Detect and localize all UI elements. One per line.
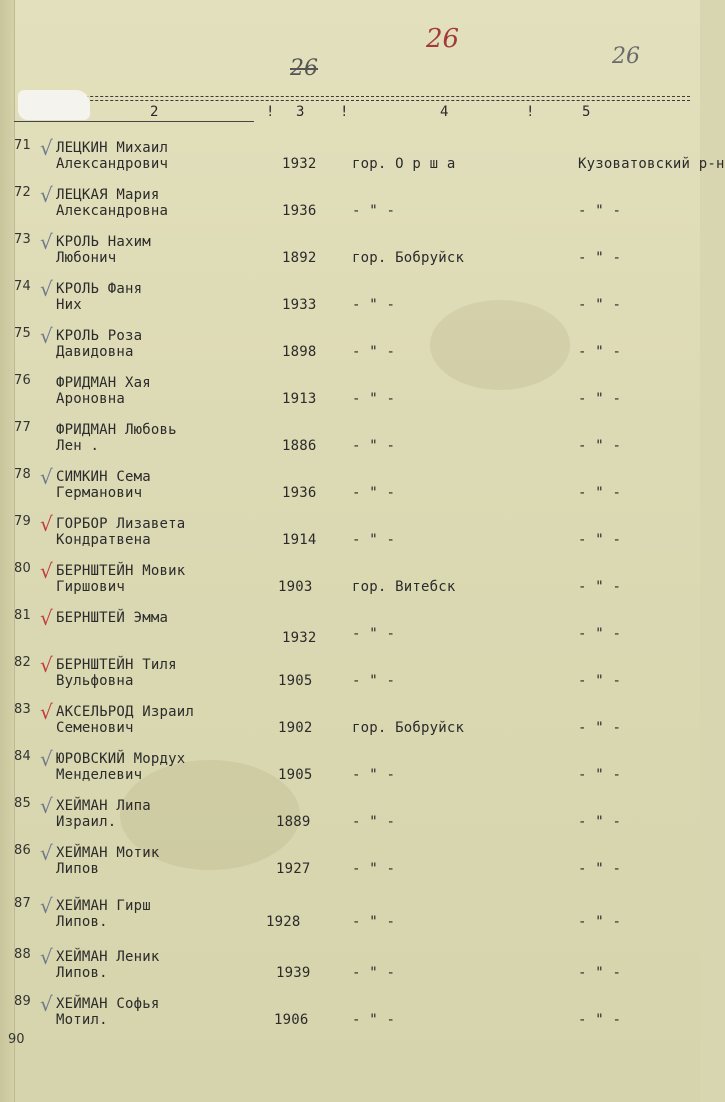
row-number: 86 (14, 843, 31, 858)
district: - " - (578, 673, 622, 689)
register-entry (0, 994, 700, 1040)
district: - " - (578, 720, 622, 736)
birthplace: гор. Бобруйск (352, 720, 465, 736)
district: - " - (578, 203, 622, 219)
birth-year: 1903 (278, 579, 313, 595)
birth-year: 1932 (282, 630, 317, 646)
crossed-page-number: 26 (290, 56, 318, 81)
district: - " - (578, 626, 622, 642)
district: - " - (578, 485, 622, 501)
row-number: 80 (14, 561, 31, 576)
register-entry (0, 896, 700, 942)
row-number: 89 (14, 994, 31, 1009)
surname-firstname: ХЕЙМАН Мотик (56, 845, 160, 861)
surname-firstname: КРОЛЬ Нахим (56, 234, 151, 250)
surname-firstname: ХЕЙМАН Софья (56, 996, 160, 1012)
check-mark-icon: √ (40, 992, 53, 1016)
row-number: 78 (14, 467, 31, 482)
check-mark-icon: √ (40, 841, 53, 865)
row-number: 72 (14, 185, 31, 200)
district: - " - (578, 344, 622, 360)
surname-firstname: КРОЛЬ Роза (56, 328, 143, 344)
district: - " - (578, 914, 622, 930)
patronymic: Израил. (56, 814, 117, 830)
district: - " - (578, 532, 622, 548)
district: Кузоватовский р-н (578, 156, 725, 172)
check-mark-icon: √ (40, 465, 53, 489)
birthplace: - " - (352, 203, 396, 219)
check-mark-icon: √ (40, 653, 53, 677)
surname-firstname: АКСЕЛЬРОД Израил (56, 704, 195, 720)
header-rule (30, 100, 690, 101)
header-underline (14, 121, 254, 122)
birth-year: 1932 (282, 156, 317, 172)
surname-firstname: ХЕЙМАН Липа (56, 798, 151, 814)
birth-year: 1892 (282, 250, 317, 266)
birth-year: 1927 (276, 861, 311, 877)
patronymic: Липов. (56, 965, 108, 981)
column-header: 3 (296, 104, 305, 120)
row-number: 81 (14, 608, 31, 623)
register-entry (0, 843, 700, 889)
birth-year: 1905 (278, 767, 313, 783)
birthplace: - " - (352, 914, 396, 930)
register-entry (0, 749, 700, 795)
birthplace: - " - (352, 344, 396, 360)
row-number: 75 (14, 326, 31, 341)
register-entry (0, 326, 700, 372)
surname-firstname: БЕРНШТЕЙ Эмма (56, 610, 169, 626)
surname-firstname: БЕРНШТЕЙН Тиля (56, 657, 177, 673)
check-mark-icon: √ (40, 230, 53, 254)
register-entry (0, 655, 700, 701)
district: - " - (578, 965, 622, 981)
birthplace: - " - (352, 438, 396, 454)
birthplace: - " - (352, 767, 396, 783)
check-mark-icon: √ (40, 894, 53, 918)
check-mark-icon: √ (40, 945, 53, 969)
check-mark-icon: √ (40, 324, 53, 348)
patronymic: Липов. (56, 914, 108, 930)
patronymic: Давидовна (56, 344, 134, 360)
register-entry (0, 373, 700, 419)
surname-firstname: ФРИДМАН Любовь (56, 422, 177, 438)
patronymic: Вульфовна (56, 673, 134, 689)
birthplace: - " - (352, 861, 396, 877)
birth-year: 1913 (282, 391, 317, 407)
patronymic: Семенович (56, 720, 134, 736)
patronymic: Александрович (56, 156, 169, 172)
register-entry (0, 947, 700, 993)
row-number: 90 (8, 1032, 25, 1047)
birthplace: - " - (352, 673, 396, 689)
district: - " - (578, 391, 622, 407)
district: - " - (578, 767, 622, 783)
surname-firstname: ЛЕЦКАЯ Мария (56, 187, 160, 203)
register-entry (0, 420, 700, 466)
birthplace: - " - (352, 1012, 396, 1028)
row-number: 71 (14, 138, 31, 153)
row-number: 79 (14, 514, 31, 529)
district: - " - (578, 814, 622, 830)
column-header: 5 (582, 104, 591, 120)
district: - " - (578, 297, 622, 313)
check-mark-icon: √ (40, 747, 53, 771)
patronymic: Ароновна (56, 391, 126, 407)
birth-year: 1936 (282, 485, 317, 501)
surname-firstname: БЕРНШТЕЙН Мовик (56, 563, 186, 579)
register-entry (0, 232, 700, 278)
check-mark-icon: √ (40, 512, 53, 536)
surname-firstname: КРОЛЬ Фаня (56, 281, 143, 297)
birthplace: - " - (352, 965, 396, 981)
birth-year: 1905 (278, 673, 313, 689)
row-number: 83 (14, 702, 31, 717)
birth-year: 1886 (282, 438, 317, 454)
row-number: 85 (14, 796, 31, 811)
birthplace: - " - (352, 391, 396, 407)
birthplace: - " - (352, 485, 396, 501)
surname-firstname: ХЕЙМАН Гирш (56, 898, 151, 914)
register-entry (0, 185, 700, 231)
birthplace: - " - (352, 626, 396, 642)
row-number: 77 (14, 420, 31, 435)
register-entry (0, 796, 700, 842)
row-number: 73 (14, 232, 31, 247)
birth-year: 1939 (276, 965, 311, 981)
check-mark-icon: √ (40, 136, 53, 160)
birth-year: 1928 (266, 914, 301, 930)
surname-firstname: ФРИДМАН Хая (56, 375, 151, 391)
column-header: 2 (150, 104, 159, 120)
row-number: 87 (14, 896, 31, 911)
header-rule (30, 96, 690, 97)
row-number: 84 (14, 749, 31, 764)
check-mark-icon: √ (40, 794, 53, 818)
surname-firstname: ЛЕЦКИН Михаил (56, 140, 169, 156)
birth-year: 1898 (282, 344, 317, 360)
check-mark-icon: √ (40, 183, 53, 207)
surname-firstname: ГОРБОР Лизавета (56, 516, 186, 532)
red-page-number: 26 (426, 24, 460, 54)
birthplace: - " - (352, 814, 396, 830)
birthplace: гор. О р ш а (352, 156, 456, 172)
patronymic: Липов (56, 861, 100, 877)
patronymic: Лен . (56, 438, 100, 454)
birth-year: 1902 (278, 720, 313, 736)
patronymic: Александровна (56, 203, 169, 219)
column-separator: ! (526, 104, 535, 120)
row-number: 82 (14, 655, 31, 670)
surname-firstname: ЮРОВСКИЙ Мордух (56, 751, 186, 767)
row-number: 88 (14, 947, 31, 962)
birthplace: гор. Бобруйск (352, 250, 465, 266)
column-separator: ! (340, 104, 349, 120)
birth-year: 1933 (282, 297, 317, 313)
birthplace: гор. Витебск (352, 579, 456, 595)
page-number: 26 (612, 44, 640, 69)
register-entry (0, 279, 700, 325)
check-mark-icon: √ (40, 700, 53, 724)
patronymic: Гиршович (56, 579, 126, 595)
district: - " - (578, 861, 622, 877)
district: - " - (578, 250, 622, 266)
patronymic: Любонич (56, 250, 117, 266)
register-entry (0, 702, 700, 748)
column-separator: ! (266, 104, 275, 120)
birth-year: 1914 (282, 532, 317, 548)
surname-firstname: ХЕЙМАН Леник (56, 949, 160, 965)
patronymic: Менделевич (56, 767, 143, 783)
patronymic: Кондратвена (56, 532, 151, 548)
district: - " - (578, 1012, 622, 1028)
row-number: 74 (14, 279, 31, 294)
surname-firstname: СИМКИН Сема (56, 469, 151, 485)
birth-year: 1906 (274, 1012, 309, 1028)
check-mark-icon: √ (40, 559, 53, 583)
district: - " - (578, 438, 622, 454)
birthplace: - " - (352, 532, 396, 548)
register-entry (0, 467, 700, 513)
register-entry (0, 514, 700, 560)
check-mark-icon: √ (40, 277, 53, 301)
birth-year: 1936 (282, 203, 317, 219)
patronymic: Них (56, 297, 82, 313)
birthplace: - " - (352, 297, 396, 313)
column-header: 4 (440, 104, 449, 120)
row-number: 76 (14, 373, 31, 388)
patronymic: Германович (56, 485, 143, 501)
check-mark-icon: √ (40, 606, 53, 630)
patronymic: Мотил. (56, 1012, 108, 1028)
register-entry (0, 136, 725, 184)
birth-year: 1889 (276, 814, 311, 830)
district: - " - (578, 579, 622, 595)
register-entry (0, 561, 700, 607)
register-entry (0, 608, 700, 654)
